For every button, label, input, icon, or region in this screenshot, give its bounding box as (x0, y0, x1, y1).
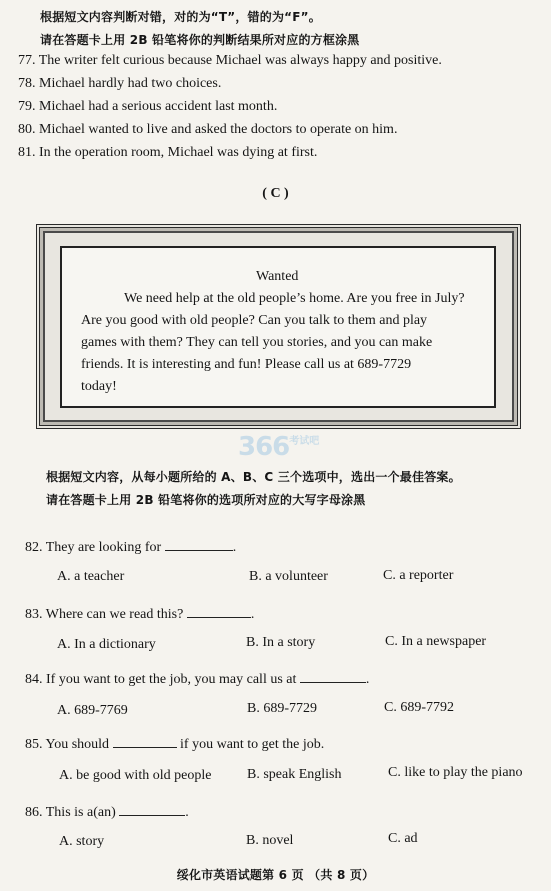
notice-line-3: games with them? They can tell you stories, and you can make (81, 335, 433, 350)
option-86-c: C. ad (388, 831, 418, 846)
question-84-stem: 84. If you want to get the job, you may call us at (25, 672, 297, 687)
question-86-stem: 86. This is a(an) (25, 805, 116, 820)
option-82-c: C. a reporter (383, 568, 454, 583)
answer-blank (187, 605, 251, 618)
option-86-b: B. novel (246, 833, 294, 848)
option-82-a: A. a teacher (57, 569, 125, 584)
notice-line-5: today! (81, 379, 117, 394)
option-84-b: B. 689-7729 (247, 701, 317, 716)
question-84 (25, 670, 369, 688)
tf-item-79: 79. Michael had a serious accident last month. (18, 99, 278, 114)
question-86 (25, 803, 189, 821)
mc-instruction-line1: 根据短文内容，从每小题所给的 A、B、C 三个选项中，选出一个最佳答案。 (46, 470, 461, 484)
option-82-b: B. a volunteer (249, 569, 328, 584)
option-83-c: C. In a newspaper (385, 634, 487, 649)
question-86-after: . (185, 805, 189, 820)
section-c-label: ( C ) (262, 186, 289, 201)
tf-instruction-line2: 请在答题卡上用 2B 铅笔将你的判断结果所对应的方框涂黑 (40, 33, 360, 47)
tf-item-77: 77. The writer felt curious because Michael was always happy and positive. (18, 53, 442, 68)
answer-blank (165, 538, 233, 551)
tf-item-81: 81. In the operation room, Michael was dying at first. (18, 145, 318, 160)
option-84-c: C. 689-7792 (384, 700, 454, 715)
question-82 (25, 538, 236, 556)
answer-blank (119, 803, 185, 816)
option-85-c: C. like to play the piano (388, 765, 523, 780)
notice-line-1: We need help at the old people’s home. Are you free in July? (124, 291, 465, 306)
question-83 (25, 605, 254, 623)
answer-blank (300, 670, 366, 683)
question-82-stem: 82. They are looking for (25, 540, 162, 555)
question-83-stem: 83. Where can we read this? (25, 607, 184, 622)
question-85 (25, 735, 324, 753)
watermark-number: 366 (238, 432, 290, 462)
option-85-b: B. speak English (247, 767, 342, 782)
answer-blank (113, 735, 177, 748)
notice-title: Wanted (256, 269, 299, 284)
notice-line-2: Are you good with old people? Can you talk to them and play (81, 313, 428, 328)
page-footer: 绥化市英语试题第 6 页 （共 8 页） (176, 868, 375, 882)
notice-line-4: friends. It is interesting and fun! Please call us at 689-7729 (81, 357, 412, 372)
watermark-text: 考试吧 (289, 436, 320, 447)
option-83-b: B. In a story (246, 635, 316, 650)
option-84-a: A. 689-7769 (57, 703, 128, 718)
watermark-logo (238, 432, 319, 462)
question-85-after: if you want to get the job. (180, 737, 325, 752)
option-83-a: A. In a dictionary (57, 637, 156, 652)
tf-item-80: 80. Michael wanted to live and asked the doctors to operate on him. (18, 122, 398, 137)
question-82-after: . (232, 540, 237, 555)
tf-item-78: 78. Michael hardly had two choices. (18, 76, 222, 91)
question-85-stem: 85. You should (25, 737, 110, 752)
question-84-after: . (365, 672, 370, 687)
mc-instruction-line2: 请在答题卡上用 2B 铅笔将你的选项所对应的大写字母涂黑 (46, 493, 366, 507)
option-85-a: A. be good with old people (59, 768, 212, 783)
question-83-after: . (250, 607, 255, 622)
option-86-a: A. story (59, 834, 105, 849)
tf-instruction-line1: 根据短文内容判断对错，对的为“T”，错的为“F”。 (40, 10, 321, 24)
